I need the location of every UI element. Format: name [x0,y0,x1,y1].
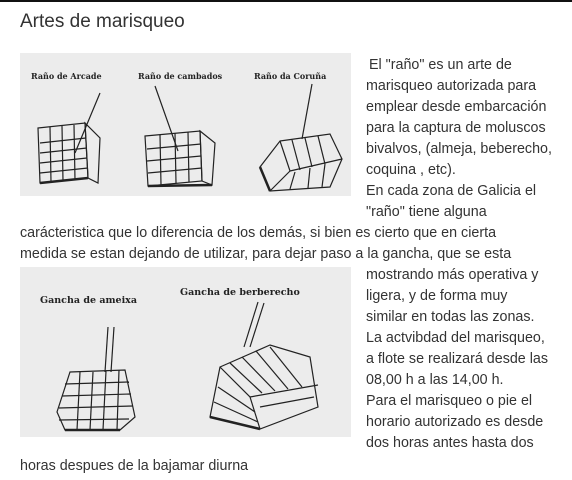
gancha-berberecho-illustration [200,297,350,437]
text-line-13: similar en todas las zonas. [366,309,535,325]
text-line-18: horario autorizado es desde [366,414,544,430]
page-title: Artes de marisqueo [20,11,185,32]
text-line-15: a flote se realizará desde las [366,351,548,367]
gancha-ameixa-caption: Gancha de ameixa [40,295,138,306]
text-line-1: El "raño" es un arte de [369,57,512,73]
top-border [0,0,572,2]
text-line-5: bivalvos, (almeja, beberecho, [366,141,552,157]
text-line-19: dos horas antes hasta dos [366,435,534,451]
gancha-berberecho-caption: Gancha de berberecho [180,287,300,298]
rano-cambados-caption: Raño de cambados [138,71,223,81]
rano-coruna-caption: Raño da Coruña [254,71,327,81]
text-line-6: coquina , etc). [366,162,456,178]
text-line-3: emplear desde embarcación [366,99,547,115]
gancha-ameixa-illustration [35,322,145,434]
text-line-10: medida se estan dejando de utilizar, para dejar paso a la gancha, que se esta [20,246,512,262]
text-line-7: En cada zona de Galicia el [366,183,537,199]
text-line-17: Para el marisqueo o pie el [366,393,533,409]
text-line-9: carácteristica que lo diferencia de los demás, si bien es cierto que en cierta [20,225,497,241]
text-line-20: horas despues de la bajamar diurna [20,458,249,474]
text-line-12: ligera, y de forma muy [366,288,508,304]
text-line-11: mostrando más operativa y [366,267,539,283]
rano-arcade-illustration [30,83,120,193]
rano-figure [20,53,351,196]
text-line-2: marisqueo autorizada para [366,78,537,94]
text-line-4: para la captura de moluscos [366,120,546,136]
rano-arcade-caption: Raño de Arcade [31,71,102,81]
rano-coruna-illustration [250,79,350,194]
gancha-figure [20,267,351,437]
text-line-8: "raño" tiene alguna [366,204,487,220]
text-line-14: La actvibdad del marisqueo, [366,330,545,346]
rano-cambados-illustration [130,81,230,193]
text-line-16: 08,00 h a las 14,00 h. [366,372,504,388]
